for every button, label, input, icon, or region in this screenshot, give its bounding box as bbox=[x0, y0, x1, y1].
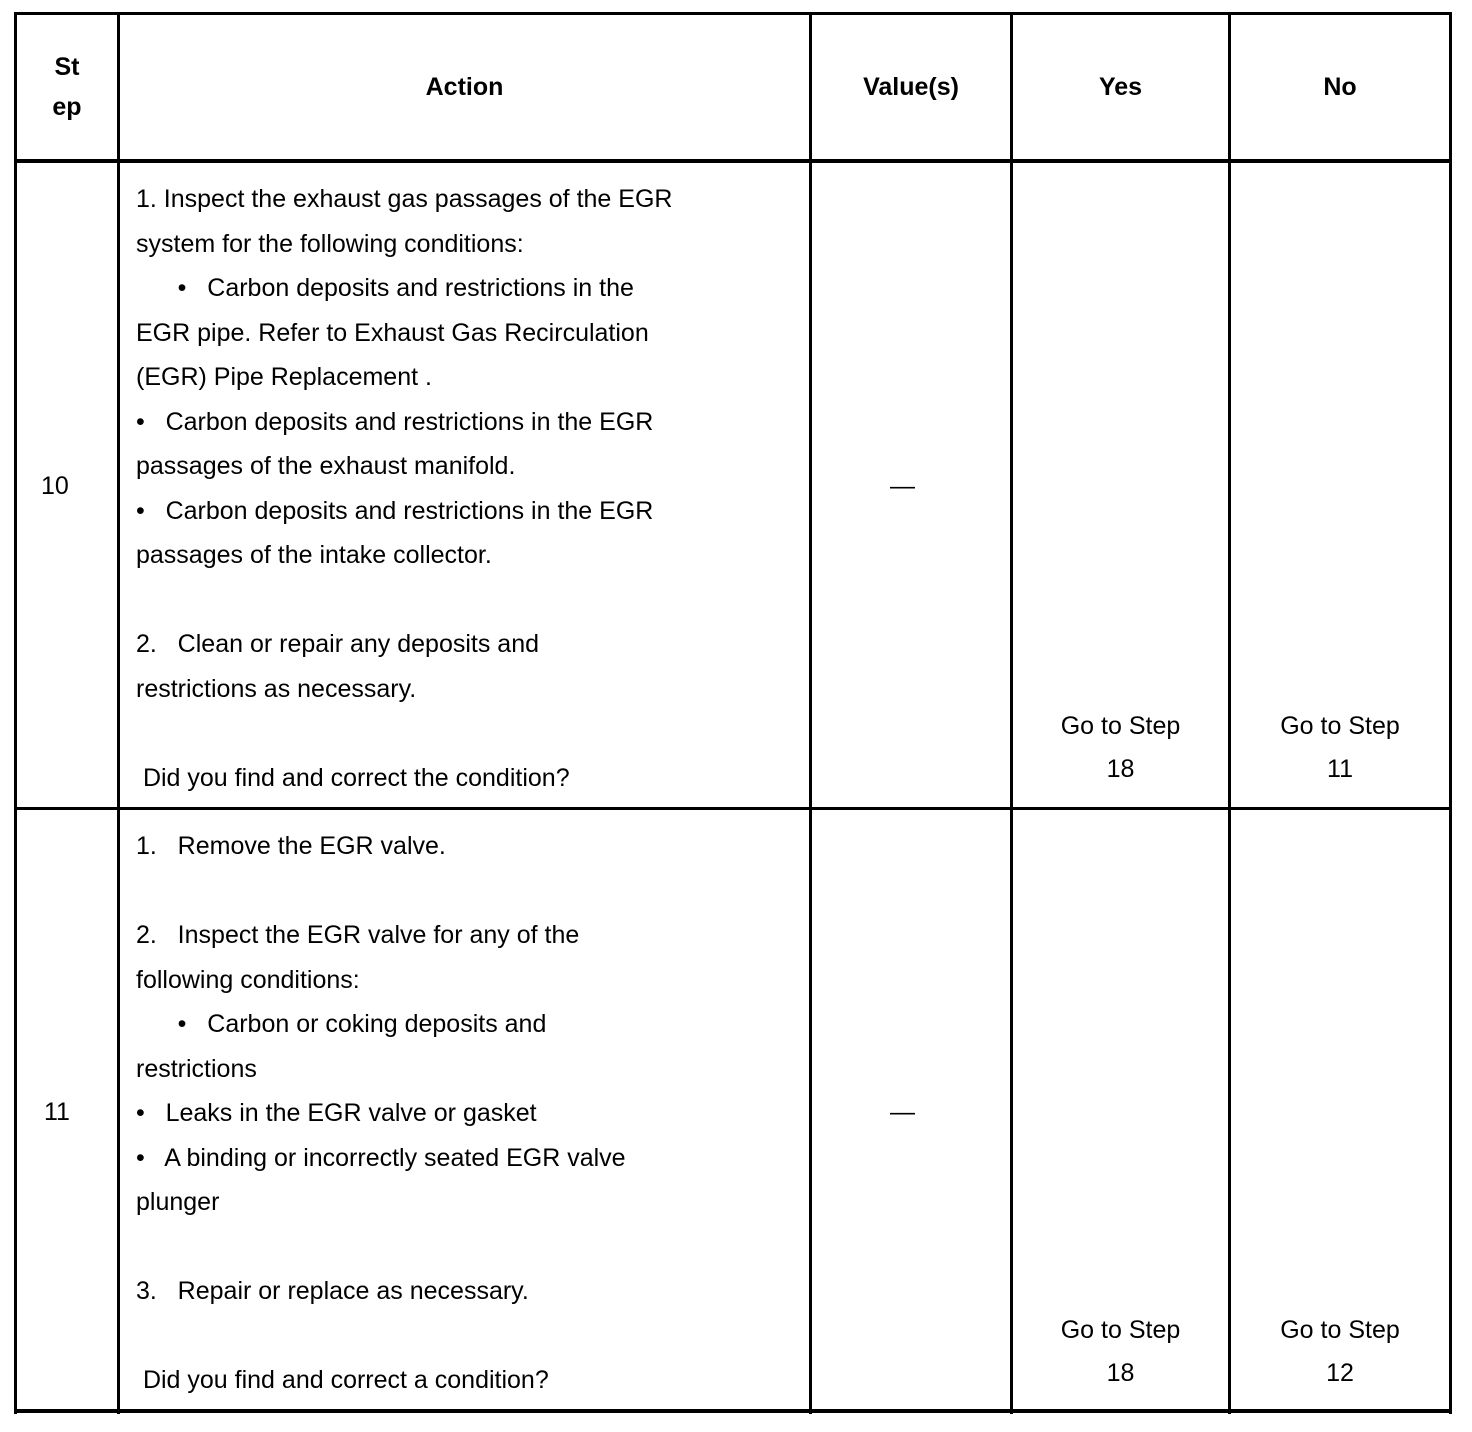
action-text bbox=[136, 824, 626, 1403]
no-goto-step: 11 bbox=[1327, 755, 1353, 783]
action-line bbox=[136, 1314, 626, 1359]
action-line: following conditions: bbox=[136, 965, 360, 994]
action-line: passages of the exhaust manifold. bbox=[136, 452, 516, 480]
no-goto-label: Go to Step bbox=[1280, 1316, 1400, 1344]
action-line: 2. Clean or repair any deposits and bbox=[136, 630, 540, 658]
no-cell bbox=[1231, 704, 1449, 794]
yes-cell bbox=[1013, 1308, 1228, 1398]
action-line bbox=[136, 869, 626, 914]
no-goto-label: Go to Step bbox=[1280, 712, 1400, 740]
step-number: 11 bbox=[44, 1098, 70, 1126]
action-line: restrictions as necessary. bbox=[136, 674, 417, 703]
action-line: • Carbon deposits and restrictions in the EGR bbox=[136, 496, 654, 525]
action-line: (EGR) Pipe Replacement . bbox=[136, 363, 432, 391]
action-line: system for the following conditions: bbox=[136, 229, 524, 258]
action-line: restrictions bbox=[136, 1054, 257, 1083]
step-number: 10 bbox=[41, 472, 69, 500]
table-border-bottom bbox=[14, 1409, 1452, 1413]
action-text bbox=[136, 177, 672, 800]
header-values: Value(s) bbox=[863, 73, 959, 101]
action-line: 1. Inspect the exhaust gas passages of the EGR bbox=[136, 185, 673, 213]
action-line: • A binding or incorrectly seated EGR valve bbox=[136, 1143, 626, 1172]
action-line: 2. Inspect the EGR valve for any of the bbox=[136, 921, 580, 949]
action-line bbox=[136, 1225, 626, 1270]
yes-goto-step: 18 bbox=[1106, 1359, 1135, 1387]
action-question: Did you find and correct a condition? bbox=[136, 1366, 549, 1394]
yes-goto-label: Go to Step bbox=[1060, 1316, 1181, 1344]
action-line: • Leaks in the EGR valve or gasket bbox=[136, 1099, 537, 1127]
diagnostic-table bbox=[14, 12, 1452, 1414]
action-line: • Carbon or coking deposits and bbox=[136, 1010, 547, 1038]
header-step bbox=[17, 15, 117, 159]
table-border-right bbox=[1449, 12, 1452, 1414]
table-border-left bbox=[14, 12, 17, 1414]
no-goto-step: 12 bbox=[1326, 1359, 1354, 1387]
yes-goto-label: Go to Step bbox=[1060, 712, 1181, 740]
row-divider bbox=[14, 807, 1452, 810]
action-question: Did you find and correct the condition? bbox=[136, 763, 570, 792]
yes-cell bbox=[1013, 704, 1228, 794]
column-divider bbox=[117, 12, 120, 1414]
action-line bbox=[136, 578, 672, 623]
action-line: passages of the intake collector. bbox=[136, 541, 492, 569]
action-line: • Carbon deposits and restrictions in the bbox=[136, 274, 634, 302]
action-line: plunger bbox=[136, 1188, 220, 1216]
value-dash: — bbox=[890, 1098, 915, 1126]
no-cell bbox=[1231, 1308, 1449, 1398]
value-dash: — bbox=[890, 472, 915, 500]
header-step-line: ep bbox=[52, 93, 82, 121]
action-line bbox=[136, 711, 672, 756]
header-no: No bbox=[1323, 73, 1357, 101]
header-divider bbox=[14, 159, 1452, 163]
yes-goto-step: 18 bbox=[1106, 755, 1135, 783]
action-line: • Carbon deposits and restrictions in the EGR bbox=[136, 407, 654, 436]
action-line: 3. Repair or replace as necessary. bbox=[136, 1277, 529, 1305]
header-action: Action bbox=[425, 73, 504, 101]
header-yes: Yes bbox=[1098, 73, 1143, 101]
header-step-line: St bbox=[54, 53, 80, 81]
action-line: EGR pipe. Refer to Exhaust Gas Recirculation bbox=[136, 318, 649, 347]
column-divider bbox=[809, 12, 812, 1414]
action-line: 1. Remove the EGR valve. bbox=[136, 832, 446, 860]
